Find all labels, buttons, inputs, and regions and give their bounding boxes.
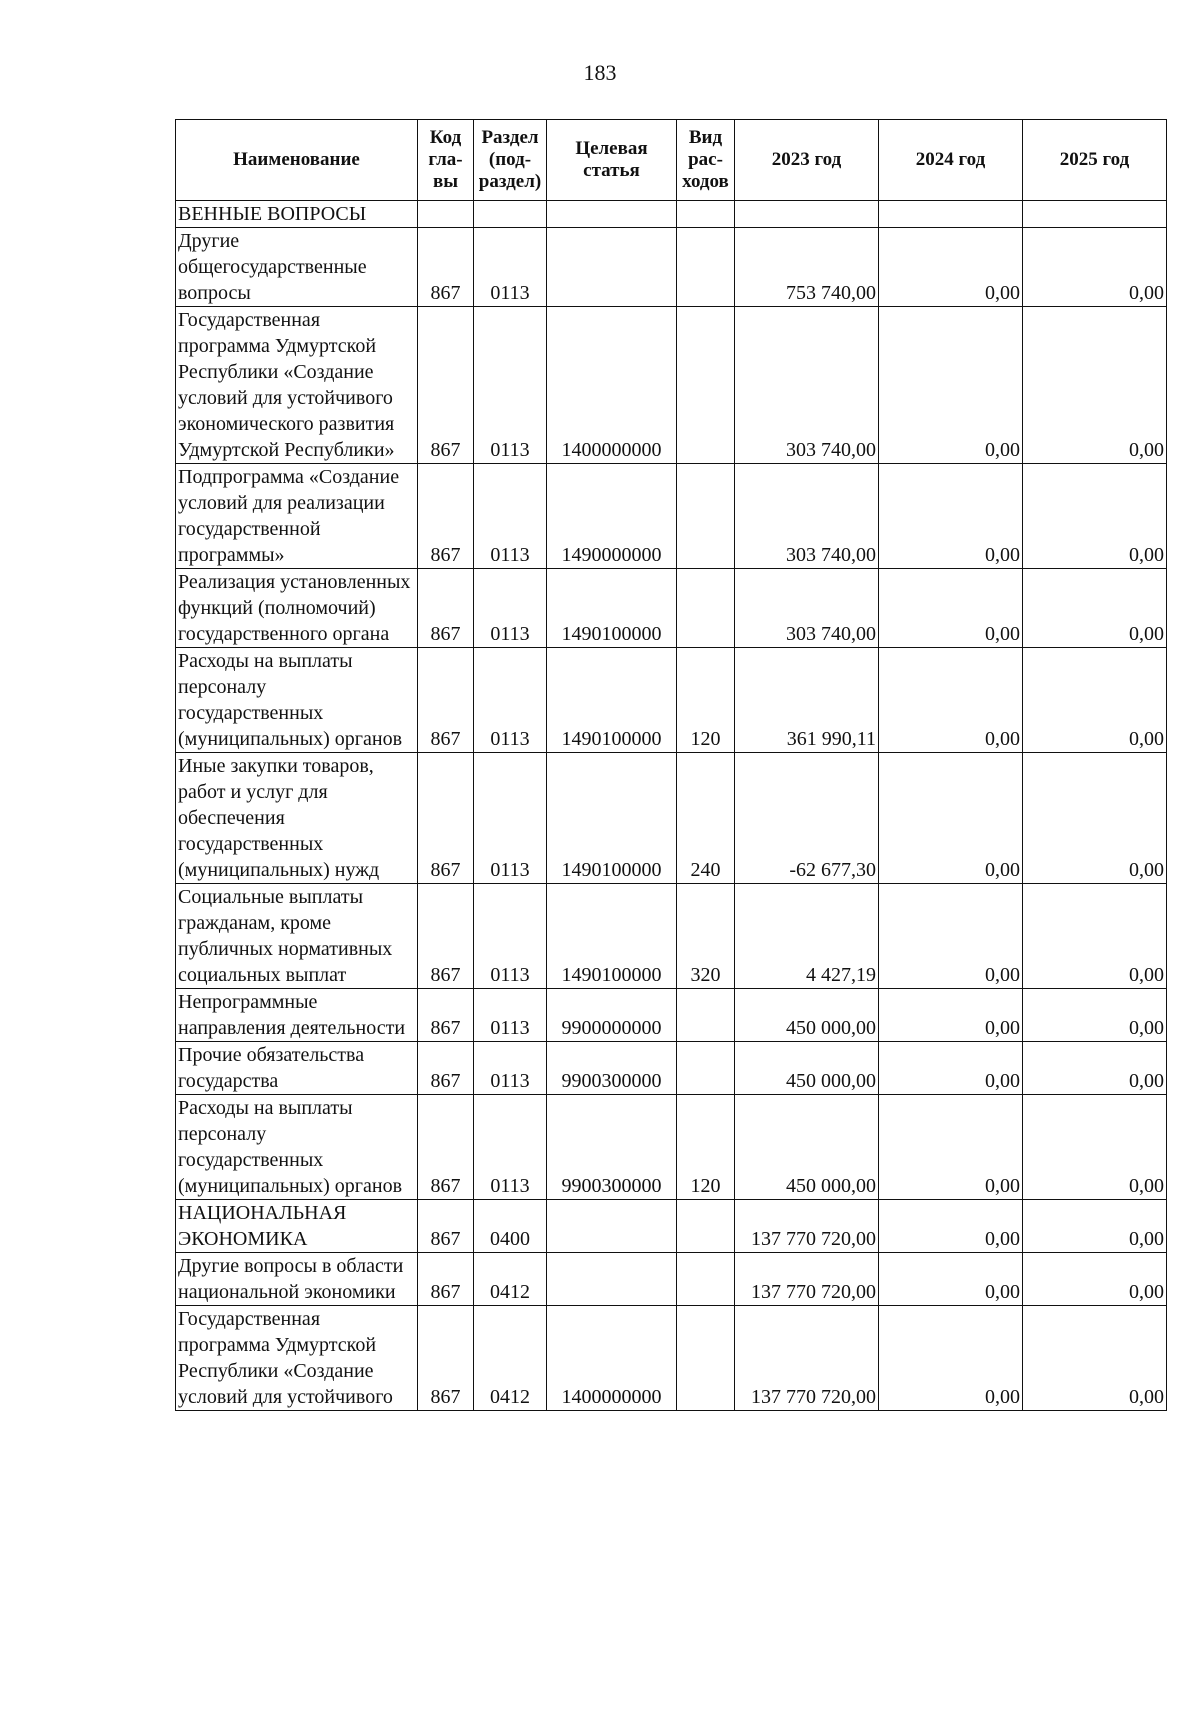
cell-name: Расходы на выплаты персоналу государственных (муниципальных) органов — [176, 1095, 418, 1200]
cell-type — [677, 1253, 735, 1306]
cell-2024: 0,00 — [879, 1095, 1023, 1200]
cell-2024 — [879, 201, 1023, 228]
cell-code: 867 — [418, 884, 474, 989]
cell-2023: 303 740,00 — [735, 569, 879, 648]
cell-target — [547, 1253, 677, 1306]
cell-type — [677, 307, 735, 464]
cell-target — [547, 201, 677, 228]
cell-2025: 0,00 — [1023, 228, 1167, 307]
cell-target — [547, 1200, 677, 1253]
table-row — [176, 1042, 1167, 1095]
cell-code: 867 — [418, 1200, 474, 1253]
cell-2024: 0,00 — [879, 884, 1023, 989]
header-code: Код гла-вы — [418, 120, 474, 201]
cell-2023: 450 000,00 — [735, 989, 879, 1042]
cell-code: 867 — [418, 307, 474, 464]
cell-2023: 753 740,00 — [735, 228, 879, 307]
table-body — [176, 201, 1167, 1411]
cell-code: 867 — [418, 753, 474, 884]
cell-2025: 0,00 — [1023, 1253, 1167, 1306]
cell-code: 867 — [418, 1306, 474, 1411]
table-row — [176, 884, 1167, 989]
cell-2025: 0,00 — [1023, 884, 1167, 989]
cell-target: 1400000000 — [547, 1306, 677, 1411]
table-row — [176, 201, 1167, 228]
cell-2025: 0,00 — [1023, 753, 1167, 884]
cell-2025: 0,00 — [1023, 307, 1167, 464]
cell-section: 0113 — [474, 753, 547, 884]
cell-2024: 0,00 — [879, 228, 1023, 307]
cell-code: 867 — [418, 648, 474, 753]
header-target: Целевая статья — [547, 120, 677, 201]
cell-2025: 0,00 — [1023, 464, 1167, 569]
cell-type — [677, 201, 735, 228]
cell-2025: 0,00 — [1023, 989, 1167, 1042]
cell-2024: 0,00 — [879, 753, 1023, 884]
cell-2023: 137 770 720,00 — [735, 1306, 879, 1411]
cell-code: 867 — [418, 1042, 474, 1095]
cell-target: 1490100000 — [547, 753, 677, 884]
cell-name: Прочие обязательства государства — [176, 1042, 418, 1095]
cell-target: 9900300000 — [547, 1042, 677, 1095]
cell-2024: 0,00 — [879, 1042, 1023, 1095]
cell-2023 — [735, 201, 879, 228]
cell-2023: 137 770 720,00 — [735, 1200, 879, 1253]
cell-code: 867 — [418, 1253, 474, 1306]
cell-section: 0412 — [474, 1306, 547, 1411]
cell-2023: 450 000,00 — [735, 1095, 879, 1200]
cell-name: НАЦИОНАЛЬНАЯ ЭКОНОМИКА — [176, 1200, 418, 1253]
cell-name: Социальные выплаты гражданам, кроме публичных нормативных социальных выплат — [176, 884, 418, 989]
cell-2024: 0,00 — [879, 648, 1023, 753]
cell-type — [677, 1306, 735, 1411]
cell-2024: 0,00 — [879, 307, 1023, 464]
table-row — [176, 753, 1167, 884]
table-row — [176, 1253, 1167, 1306]
cell-2024: 0,00 — [879, 1306, 1023, 1411]
table-row — [176, 228, 1167, 307]
cell-name: Непрограммные направления деятельности — [176, 989, 418, 1042]
cell-2024: 0,00 — [879, 1253, 1023, 1306]
page-number: 183 — [583, 60, 617, 85]
cell-type: 120 — [677, 1095, 735, 1200]
table-row — [176, 989, 1167, 1042]
cell-code: 867 — [418, 1095, 474, 1200]
cell-2023: 303 740,00 — [735, 464, 879, 569]
table-row — [176, 1306, 1167, 1411]
cell-section: 0113 — [474, 228, 547, 307]
cell-name: Иные закупки товаров, работ и услуг для обеспечения государственных (муниципальных) нужд — [176, 753, 418, 884]
cell-2023: 450 000,00 — [735, 1042, 879, 1095]
cell-2023: 361 990,11 — [735, 648, 879, 753]
cell-target: 1490100000 — [547, 648, 677, 753]
cell-2025 — [1023, 201, 1167, 228]
cell-code — [418, 201, 474, 228]
cell-2023: 4 427,19 — [735, 884, 879, 989]
cell-2025: 0,00 — [1023, 1095, 1167, 1200]
cell-2024: 0,00 — [879, 464, 1023, 569]
table-row — [176, 464, 1167, 569]
cell-name: Государственная программа Удмуртской Республики «Создание условий для устойчивого экономического развития Удмуртской Республики» — [176, 307, 418, 464]
cell-2023: -62 677,30 — [735, 753, 879, 884]
cell-target: 1490100000 — [547, 884, 677, 989]
cell-type — [677, 989, 735, 1042]
cell-section: 0113 — [474, 569, 547, 648]
cell-type: 120 — [677, 648, 735, 753]
cell-type — [677, 228, 735, 307]
cell-code: 867 — [418, 464, 474, 569]
cell-section: 0113 — [474, 464, 547, 569]
cell-name: Расходы на выплаты персоналу государственных (муниципальных) органов — [176, 648, 418, 753]
cell-2025: 0,00 — [1023, 569, 1167, 648]
table-row — [176, 648, 1167, 753]
cell-type — [677, 464, 735, 569]
cell-code: 867 — [418, 228, 474, 307]
cell-type — [677, 1200, 735, 1253]
cell-2024: 0,00 — [879, 989, 1023, 1042]
cell-2024: 0,00 — [879, 569, 1023, 648]
cell-section: 0113 — [474, 1042, 547, 1095]
header-2025: 2025 год — [1023, 120, 1167, 201]
cell-section: 0412 — [474, 1253, 547, 1306]
header-type: Вид рас-ходов — [677, 120, 735, 201]
cell-section: 0113 — [474, 884, 547, 989]
cell-section — [474, 201, 547, 228]
table-header — [176, 120, 1167, 201]
header-section: Раздел (под-раздел) — [474, 120, 547, 201]
table-row — [176, 1200, 1167, 1253]
cell-target — [547, 228, 677, 307]
cell-type: 320 — [677, 884, 735, 989]
table-row — [176, 1095, 1167, 1200]
cell-name: Другие вопросы в области национальной экономики — [176, 1253, 418, 1306]
cell-type — [677, 569, 735, 648]
cell-target: 1400000000 — [547, 307, 677, 464]
cell-name: Реализация установленных функций (полномочий) государственного органа — [176, 569, 418, 648]
cell-name: Подпрограмма «Создание условий для реализации государственной программы» — [176, 464, 418, 569]
header-2024: 2024 год — [879, 120, 1023, 201]
cell-target: 1490100000 — [547, 569, 677, 648]
cell-2025: 0,00 — [1023, 1200, 1167, 1253]
cell-section: 0113 — [474, 1095, 547, 1200]
cell-2024: 0,00 — [879, 1200, 1023, 1253]
cell-target: 9900300000 — [547, 1095, 677, 1200]
header-name: Наименование — [176, 120, 418, 201]
cell-name: ВЕННЫЕ ВОПРОСЫ — [176, 201, 418, 228]
cell-section: 0113 — [474, 989, 547, 1042]
cell-section: 0113 — [474, 648, 547, 753]
cell-2025: 0,00 — [1023, 1306, 1167, 1411]
cell-2023: 137 770 720,00 — [735, 1253, 879, 1306]
table-row — [176, 307, 1167, 464]
table-row — [176, 569, 1167, 648]
cell-2025: 0,00 — [1023, 1042, 1167, 1095]
cell-code: 867 — [418, 569, 474, 648]
cell-name: Другие общегосударственные вопросы — [176, 228, 418, 307]
cell-type — [677, 1042, 735, 1095]
cell-name: Государственная программа Удмуртской Республики «Создание условий для устойчивого — [176, 1306, 418, 1411]
header-2023: 2023 год — [735, 120, 879, 201]
cell-2023: 303 740,00 — [735, 307, 879, 464]
cell-section: 0113 — [474, 307, 547, 464]
cell-2025: 0,00 — [1023, 648, 1167, 753]
cell-target: 9900000000 — [547, 989, 677, 1042]
cell-type: 240 — [677, 753, 735, 884]
cell-code: 867 — [418, 989, 474, 1042]
cell-section: 0400 — [474, 1200, 547, 1253]
budget-table — [175, 119, 1167, 1411]
cell-target: 1490000000 — [547, 464, 677, 569]
